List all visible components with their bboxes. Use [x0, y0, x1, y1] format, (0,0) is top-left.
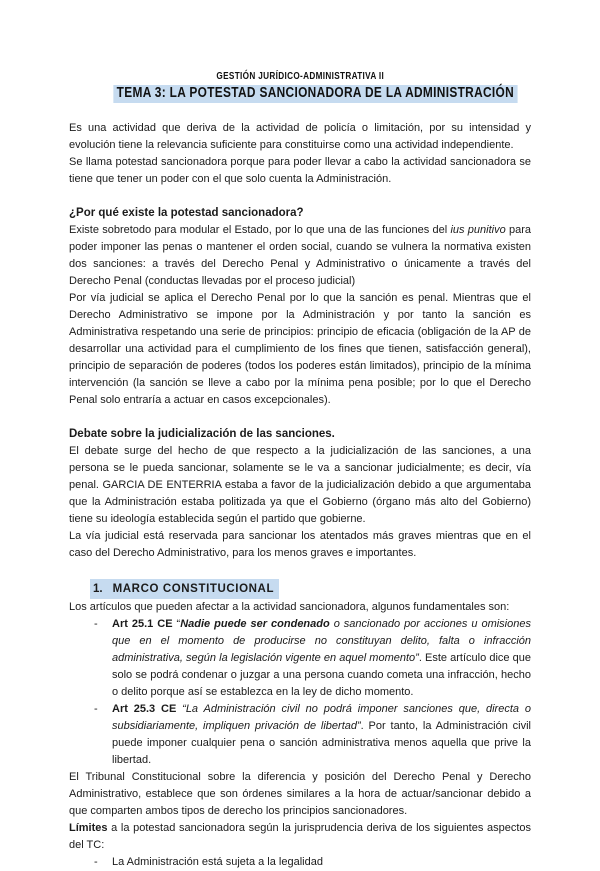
porque-paragraph-1: [69, 222, 531, 290]
art-25-1-quote-italic: o sancionado por acciones u omisiones que en el momento de producirse no constituyan delito, falta o infracción administrativa, según la legislación vigente en aquel momento”: [112, 618, 531, 664]
limites-bold: Límites: [69, 822, 108, 834]
debate-paragraph-2: La vía judicial está reservada para sancionar los atentados más graves mientras que en el caso del Derecho Administrativo, para los menos graves e importantes.: [69, 530, 531, 559]
art-25-3-text: [112, 701, 531, 769]
marco-lead-paragraph: Los artículos que pueden afectar a la actividad sancionadora, algunos fundamentales son:: [69, 601, 510, 613]
art-25-1-quote-open: “: [172, 618, 181, 630]
art-25-1-label: Art 25.1 CE: [112, 618, 173, 630]
art-25-1-text: [112, 616, 531, 701]
intro-paragraph-2: Se llama potestad sancionadora porque para poder llevar a cabo la actividad sancionadora se tiene que tener un poder con el que solo cuenta la Administración.: [69, 156, 531, 185]
marco-number: 1.: [93, 583, 103, 595]
section-heading-porque: ¿Por qué existe la potestad sancionadora?: [69, 207, 304, 219]
title-row: [69, 84, 531, 103]
marco-title: MARCO CONSTITUCIONAL: [112, 583, 275, 595]
art-25-1-quote-bold: Nadie puede ser condenado: [180, 618, 330, 630]
document-body: [69, 120, 531, 871]
page-title: TEMA 3: LA POTESTAD SANCIONADORA DE LA ADMINISTRACIÓN: [113, 85, 517, 103]
section-heading-marco-row: [69, 579, 531, 599]
list-item-art-25-1: [69, 616, 531, 701]
art-25-3-label: Art 25.3 CE: [112, 703, 177, 715]
limites-rest: a la potestad sancionadora según la jurisprudencia deriva de los siguientes aspectos del TC:: [69, 822, 531, 851]
art-25-3-commentary: . Por tanto, la Administración civil puede imponer cualquier pena o sanción administrativa menos aquella que prive la libertad.: [112, 720, 531, 766]
bullet-dash: -: [94, 618, 98, 630]
art-25-3-quote-italic: “La Administración civil no podrá imponer sanciones que, directa o subsidiariamente, impliquen privación de libertad”: [112, 703, 531, 732]
course-header-row: [69, 66, 531, 84]
course-header: GESTIÓN JURÍDICO-ADMINISTRATIVA II: [216, 71, 384, 82]
porque-paragraph-2: Por vía judicial se aplica el Derecho Penal por lo que la sanción es penal. Mientras que el Derecho Administrativo se impone por la Administración y por tanto la sanción es Administrativa respetando una serie de principios: principio de eficacia (obligación de la AP de desarrollar una actividad para el cumplimiento de los fines que tienen, satisfacción general), principio de separación de poderes (todos los poderes están limitados), principio de la mínima intervención (la sanción se lleve a cabo por la mínima pena posible; por lo que el Derecho Penal solo entraría a actuar en casos excepcionales).: [69, 292, 531, 406]
porque-p1-text-before: Existe sobretodo para modular el Estado, por lo que una de las funciones del: [69, 224, 451, 236]
section-heading-marco: [90, 579, 279, 599]
list-item-legalidad: [69, 854, 531, 871]
tribunal-paragraph: El Tribunal Constitucional sobre la diferencia y posición del Derecho Penal y Derecho Administrativo, establece que son órdenes similares a la hora de actuar/sancionar debido a que comparten ambos tipos de derecho los principios sancionadores.: [69, 771, 531, 817]
section-heading-debate: Debate sobre la judicialización de las sanciones.: [69, 428, 335, 440]
limites-paragraph: [69, 820, 531, 854]
intro-paragraph-1: Es una actividad que deriva de la actividad de policía o limitación, por su intensidad y evolución tiene la relevancia suficiente para constituirse como una actividad independiente.: [69, 122, 531, 151]
bullet-dash: -: [94, 703, 98, 715]
document-page: [69, 0, 531, 871]
legalidad-text: La Administración está sujeta a la legalidad: [112, 856, 323, 868]
porque-p1-text-after: para poder imponer las penas o mantener el orden social, cuando se vulnera la normativa existen dos sanciones: a través del Derecho Penal y Administrativo o únicamente a través del Derecho Penal (conductas llevadas por el proceso judicial): [69, 224, 531, 287]
art-25-1-commentary: . Este artículo dice que solo se podrá condenar o juzgar a una persona cuando cometa una infracción, hecho o delito porque así se establezca en la ley de dicho momento.: [112, 652, 531, 698]
bullet-dash: -: [94, 856, 98, 868]
list-item-art-25-3: [69, 701, 531, 769]
ius-punitivo-italic: ius punitivo: [450, 224, 506, 236]
debate-paragraph-1: El debate surge del hecho de que respecto a la judicialización de las sanciones, a una persona se le pueda sancionar, solamente se le va a sancionar judicialmente; es decir, vía penal. GARCIA DE ENTERRIA estaba a favor de la judicialización debido a que argumentaba que la Administración estaba politizada ya que el Gobierno (órgano más alto del Gobierno) tiene su ideología establecida según el partido que gobierne.: [69, 445, 531, 525]
